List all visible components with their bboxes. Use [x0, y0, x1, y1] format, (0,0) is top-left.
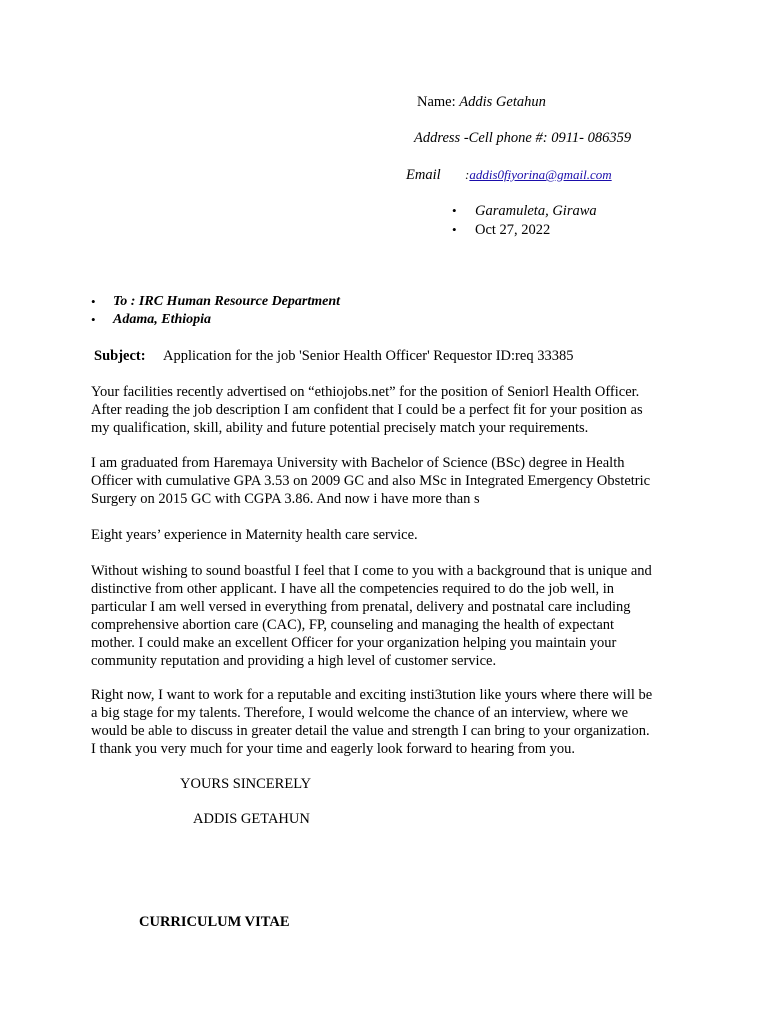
- paragraph-line: comprehensive abortion care (CAC), FP, counseling and managing the health of expectant: [91, 617, 615, 633]
- recipient-line-2: Adama, Ethiopia: [113, 312, 212, 327]
- paragraph-line: my qualification, skill, ability and future potential precisely match your requirements.: [91, 420, 589, 436]
- paragraph-line: I thank you very much for your time and eagerly look forward to hearing from you.: [91, 741, 575, 757]
- cv-heading: CURRICULUM VITAE: [139, 914, 290, 930]
- paragraph-2: [91, 454, 691, 508]
- paragraph-3: Eight years’ experience in Maternity health care service.: [91, 527, 418, 543]
- paragraph-line: particular I am well versed in everything from prenatal, delivery and postnatal care including: [91, 599, 631, 615]
- name-line: [417, 93, 546, 111]
- email-colon: :: [465, 167, 470, 182]
- bullet-icon: •: [452, 222, 457, 237]
- paragraph-line: Officer with cumulative GPA 3.53 on 2009 GC and also MSc in Integrated Emergency Obstetric: [91, 473, 651, 489]
- recipient-line-1: To : IRC Human Resource Department: [113, 294, 341, 309]
- paragraph-line: mother. I could make an excellent Officer for your organization helping you maintain your: [91, 635, 617, 651]
- paragraph-line: I am graduated from Haremaya University with Bachelor of Science (BSc) degree in Health: [91, 455, 625, 471]
- email-link[interactable]: addis0fiyorina@gmail.com: [469, 167, 612, 182]
- paragraph-1: [91, 383, 691, 437]
- date: Oct 27, 2022: [475, 222, 551, 238]
- closing-salutation: YOURS SINCERELY: [180, 776, 312, 792]
- paragraph-line: Right now, I want to work for a reputable and exciting insti3tution like yours where there will be: [91, 687, 653, 703]
- name-label: Name:: [417, 94, 456, 110]
- cell-phone: -Cell phone #: 0911- 086359: [463, 130, 632, 146]
- address-line: [414, 129, 631, 147]
- closing-signature: ADDIS GETAHUN: [193, 811, 310, 827]
- location: Garamuleta, Girawa: [475, 203, 597, 219]
- paragraph-line: After reading the job description I am confident that I could be a perfect fit for your position as: [91, 402, 643, 418]
- paragraph-line: Your facilities recently advertised on “ethiojobs.net” for the position of Seniorl Health Officer.: [91, 384, 640, 400]
- paragraph-line: community reputation and providing a high level of customer service.: [91, 653, 497, 669]
- paragraph-4: [91, 562, 691, 670]
- paragraph-line: Surgery on 2015 GC with CGPA 3.86. And now i have more than s: [91, 491, 480, 507]
- paragraph-5: [91, 686, 691, 758]
- paragraph-line: Without wishing to sound boastful I feel that I come to you with a background that is unique and: [91, 563, 652, 579]
- name-value: Addis Getahun: [459, 94, 546, 110]
- bullet-icon: •: [91, 294, 96, 309]
- email-label: Email: [406, 167, 441, 183]
- subject-text: Application for the job 'Senior Health Officer' Requestor ID:req 33385: [163, 348, 574, 364]
- bullet-icon: •: [452, 203, 457, 218]
- paragraph-line: distinctive from other applicant. I have all the competencies required to do the job well, in: [91, 581, 615, 597]
- paragraph-line: a big stage for my talents. Therefore, I would welcome the chance of an interview, where we: [91, 705, 629, 721]
- paragraph-line: would be able to discuss in greater detail the value and strength I can bring to your organization.: [91, 723, 650, 739]
- address-label: Address: [414, 130, 461, 146]
- email-line: [465, 166, 612, 184]
- bullet-icon: •: [91, 312, 96, 327]
- subject-label: Subject:: [94, 348, 146, 364]
